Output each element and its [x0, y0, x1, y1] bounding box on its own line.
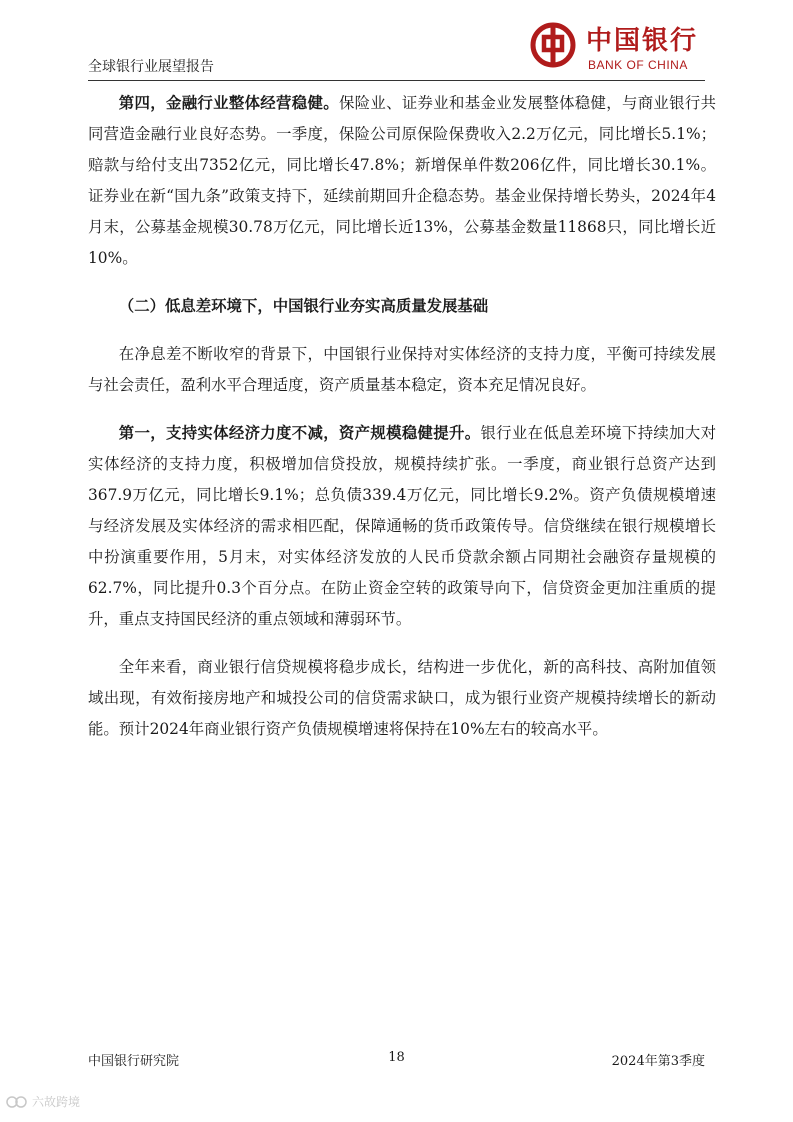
- header-divider: [88, 80, 705, 81]
- paragraph-text: 银行业在低息差环境下持续加大对实体经济的支持力度，积极增加信贷投放，规模持续扩张。一季度，商业银行总资产达到367.9万亿元，同比增长9.1%；总负债339.4万亿元，同比增长9.2%。资产负债规模增速与经济发展及实体经济的需求相匹配，保障通畅的货币政策传导。信贷继续在银行规模增长中扮演重要作用，5月末，对实体经济发放的人民币贷款余额占同期社会融资存量规模的62.7%，同比提升0.3个百分点。在防止资金空转的政策导向下，信贷资金更加注重质的提升，重点支持国民经济的重点领域和薄弱环节。: [88, 424, 716, 628]
- page-number: 18: [388, 1050, 405, 1065]
- paragraph-full-year-outlook: 全年来看，商业银行信贷规模将稳步成长，结构进一步优化，新的高科技、高附加值领域出现，有效衔接房地产和城投公司的信贷需求缺口，成为银行业资产规模持续增长的新动能。预计2024年商业银行资产负债规模增速将保持在10%左右的较高水平。: [88, 658, 716, 738]
- paragraph-net-interest-margin: 在净息差不断收窄的背景下，中国银行业保持对实体经济的支持力度，平衡可持续发展与社会责任，盈利水平合理适度，资产质量基本稳定，资本充足情况良好。: [88, 345, 716, 394]
- watermark-text: 六故跨境: [32, 1095, 81, 1109]
- bank-logo: [530, 20, 705, 78]
- footer-institute: 中国银行研究院: [88, 1054, 180, 1069]
- watermark: [6, 1093, 80, 1110]
- report-title: 全球银行业展望报告: [88, 59, 214, 75]
- logo-chinese-text: 中国银行: [586, 26, 699, 56]
- watermark-logo-icon: [6, 1095, 28, 1109]
- paragraph-real-economy-support: [88, 418, 716, 635]
- paragraph-insurance-securities: [88, 88, 716, 274]
- page-header: [88, 0, 705, 84]
- footer-quarter: 2024年第3季度: [611, 1054, 705, 1069]
- logo-english-text: BANK OF CHINA: [588, 58, 688, 72]
- paragraph-lead: 第四，金融行业整体经营稳健。: [118, 94, 339, 112]
- bank-of-china-emblem-icon: [530, 22, 576, 68]
- section-heading: （二）低息差环境下，中国银行业夯实高质量发展基础: [118, 297, 489, 315]
- page-body: [88, 88, 716, 745]
- paragraph-lead: 第一，支持实体经济力度不减，资产规模稳健提升。: [118, 424, 481, 442]
- page-footer: [88, 1050, 705, 1070]
- paragraph-text: 保险业、证券业和基金业发展整体稳健，与商业银行共同营造金融行业良好态势。一季度，保险公司原保险保费收入2.2万亿元，同比增长5.1%；赔款与给付支出7352亿元，同比增长47.8%；新增保单件数206亿件，同比增长30.1%。证券业在新“国九条”政策支持下，延续前期回升企稳态势。基金业保持增长势头，2024年4月末，公募基金规模30.78万亿元，同比增长近13%，公募基金数量11868只，同比增长近10%。: [88, 94, 716, 267]
